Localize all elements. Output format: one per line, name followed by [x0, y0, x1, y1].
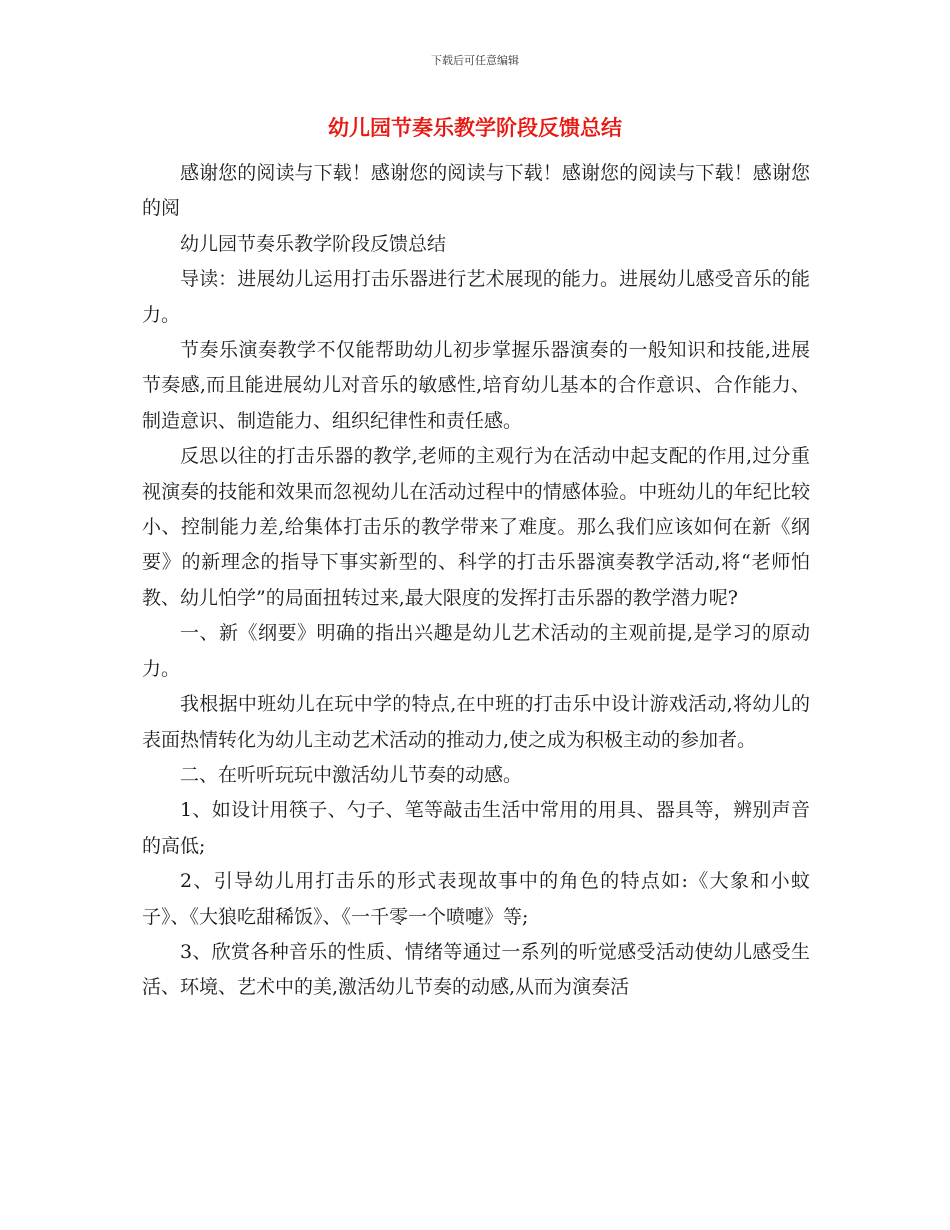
paragraph: 幼儿园节奏乐教学阶段反馈总结 [180, 232, 447, 255]
paragraph: 一、新《纲要》明确的指出兴趣是幼儿艺术活动的主观前提,是学习的原动力。 [142, 622, 810, 680]
paragraph: 2、引导幼儿用打击乐的形式表现故事中的角色的特点如:《大象和小蚊子》、《大狼吃甜稀饭》、《一千零一个喷嚏》等; [142, 870, 810, 928]
paragraph: 1、如设计用筷子、勺子、笔等敲击生活中常用的用具、器具等，辨别声音的高低; [142, 799, 810, 857]
paragraph: 感谢您的阅读与下载！感谢您的阅读与下载！感谢您的阅读与下载！感谢您的阅 [142, 162, 810, 220]
paragraph: 节奏乐演奏教学不仅能帮助幼儿初步掌握乐器演奏的一般知识和技能,进展节奏感,而且能进展幼儿对音乐的敏感性,培育幼儿基本的合作意识、合作能力、制造意识、制造能力、组织纪律性和责任感。 [142, 339, 810, 432]
document-title: 幼儿园节奏乐教学阶段反馈总结 [328, 115, 622, 140]
paragraph: 二、在听听玩玩中激活幼儿节奏的动感。 [180, 763, 523, 786]
paragraph: 我根据中班幼儿在玩中学的特点,在中班的打击乐中设计游戏活动,将幼儿的表面热情转化为幼儿主动艺术活动的推动力,使之成为积极主动的参加者。 [142, 693, 810, 751]
paragraph: 3、欣赏各种音乐的性质、情绪等通过一系列的听觉感受活动使幼儿感受生活、环境、艺术中的美,激活幼儿节奏的动感,从而为演奏活 [142, 940, 810, 999]
paragraph: 反思以往的打击乐器的教学,老师的主观行为在活动中起支配的作用,过分重视演奏的技能和效果而忽视幼儿在活动过程中的情感体验。中班幼儿的年纪比较小、控制能力差,给集体打击乐的教学带来了难度。那么我们应该如何在新《纲要》的新理念的指导下事实新型的、科学的打击乐器演奏教学活动,将“老师怕教、幼儿怕学”的局面扭转过来,最大限度的发挥打击乐器的教学潜力呢? [142, 445, 810, 609]
page-header: 下载后可任意编辑 [431, 54, 519, 67]
document-body [142, 156, 810, 1006]
paragraph: 导读：进展幼儿运用打击乐器进行艺术展现的能力。进展幼儿感受音乐的能力。 [142, 268, 810, 326]
